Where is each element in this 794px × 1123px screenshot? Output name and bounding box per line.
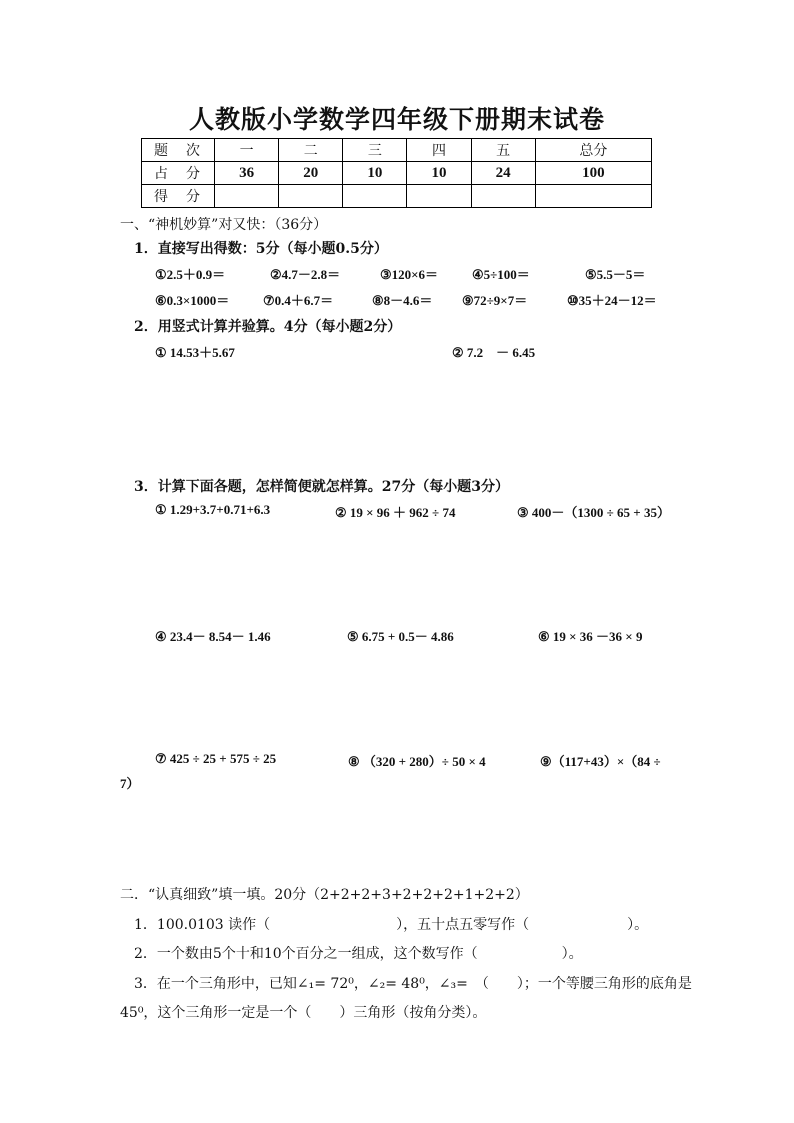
points-cell: 10 <box>407 162 471 185</box>
score-row <box>142 185 652 208</box>
q3-item: ④ 23.4－ 8.54－ 1.46 <box>155 629 271 644</box>
q3-item: ② 19 × 96 ＋ 962 ÷ 74 <box>335 505 456 520</box>
q1-item: ⑤5.5－5＝ <box>585 267 646 282</box>
q1-item: ⑩35＋24－12＝ <box>567 293 657 308</box>
q3-item: ③ 400－（1300 ÷ 65 + 35） <box>517 505 670 520</box>
q1-item: ⑥0.3×1000＝ <box>155 293 230 308</box>
s2-q3-line2: 45⁰，这个三角形一定是一个（ ）三角形（按角分类）。 <box>120 1005 487 1021</box>
q2-item: ② 7.2 － 6.45 <box>452 345 536 360</box>
q1-item: ⑨72÷9×7＝ <box>462 293 528 308</box>
score-table-header-row <box>142 139 652 162</box>
points-cell: 24 <box>471 162 535 185</box>
score-cell[interactable] <box>215 185 279 208</box>
page-title: 人教版小学数学四年级下册期末试卷 <box>188 105 605 134</box>
score-cell[interactable] <box>471 185 535 208</box>
points-row <box>142 162 652 185</box>
q2-label: 2．用竖式计算并验算。4分（每小题2分） <box>134 319 402 335</box>
q3-item: ⑥ 19 × 36 －36 × 9 <box>538 629 643 644</box>
q3-item: ⑦ 425 ÷ 25 + 575 ÷ 25 <box>155 751 277 766</box>
q1-item: ⑧8－4.6＝ <box>372 293 433 308</box>
score-table <box>141 138 652 208</box>
q3-item: ① 1.29+3.7+0.71+6.3 <box>155 502 271 517</box>
q3-item-wrap: 7） <box>120 776 140 791</box>
q1-item: ⑦0.4＋6.7＝ <box>263 293 334 308</box>
score-cell[interactable] <box>535 185 651 208</box>
header-cell: 四 <box>407 139 471 162</box>
section1-heading: 一、“神机妙算”对又快：（36分） <box>120 217 328 233</box>
score-cell[interactable] <box>343 185 407 208</box>
s2-q1: 1．100.0103 读作（ ），五十点五零写作（ ）。 <box>134 917 649 933</box>
q1-item: ③120×6＝ <box>380 267 439 282</box>
q3-item: ⑧ （320 + 280）÷ 50 × 4 <box>348 754 486 769</box>
q1-item: ①2.5＋0.9＝ <box>155 267 226 282</box>
score-cell[interactable] <box>279 185 343 208</box>
q1-label: 1．直接写出得数：5分（每小题0.5分） <box>134 241 388 257</box>
header-cell: 总分 <box>535 139 651 162</box>
header-cell: 题 次 <box>142 139 215 162</box>
s2-q3-line1: 3．在一个三角形中，已知∠₁= 72⁰，∠₂= 48⁰，∠₃= （ ）；一个等腰三角形的底角是 <box>134 976 692 992</box>
header-cell: 一 <box>215 139 279 162</box>
points-label: 占 分 <box>142 162 215 185</box>
points-cell: 36 <box>215 162 279 185</box>
points-cell: 100 <box>535 162 651 185</box>
q3-item: ⑨（117+43）×（84 ÷ <box>540 754 661 769</box>
points-cell: 20 <box>279 162 343 185</box>
header-cell: 三 <box>343 139 407 162</box>
points-cell: 10 <box>343 162 407 185</box>
score-cell[interactable] <box>407 185 471 208</box>
q3-item: ⑤ 6.75 + 0.5－ 4.86 <box>347 629 454 644</box>
q1-item: ②4.7－2.8＝ <box>270 267 341 282</box>
q1-item: ④5÷100＝ <box>472 267 530 282</box>
score-label: 得 分 <box>142 185 215 208</box>
q3-label: 3．计算下面各题，怎样简便就怎样算。27分（每小题3分） <box>134 479 509 495</box>
s2-q2: 2．一个数由5个十和10个百分之一组成，这个数写作（ ）。 <box>134 946 583 962</box>
header-cell: 二 <box>279 139 343 162</box>
header-cell: 五 <box>471 139 535 162</box>
q2-item: ① 14.53＋5.67 <box>155 345 235 360</box>
section2-heading: 二．“认真细致”填一填。20分（2+2+2+3+2+2+2+1+2+2） <box>120 887 529 903</box>
